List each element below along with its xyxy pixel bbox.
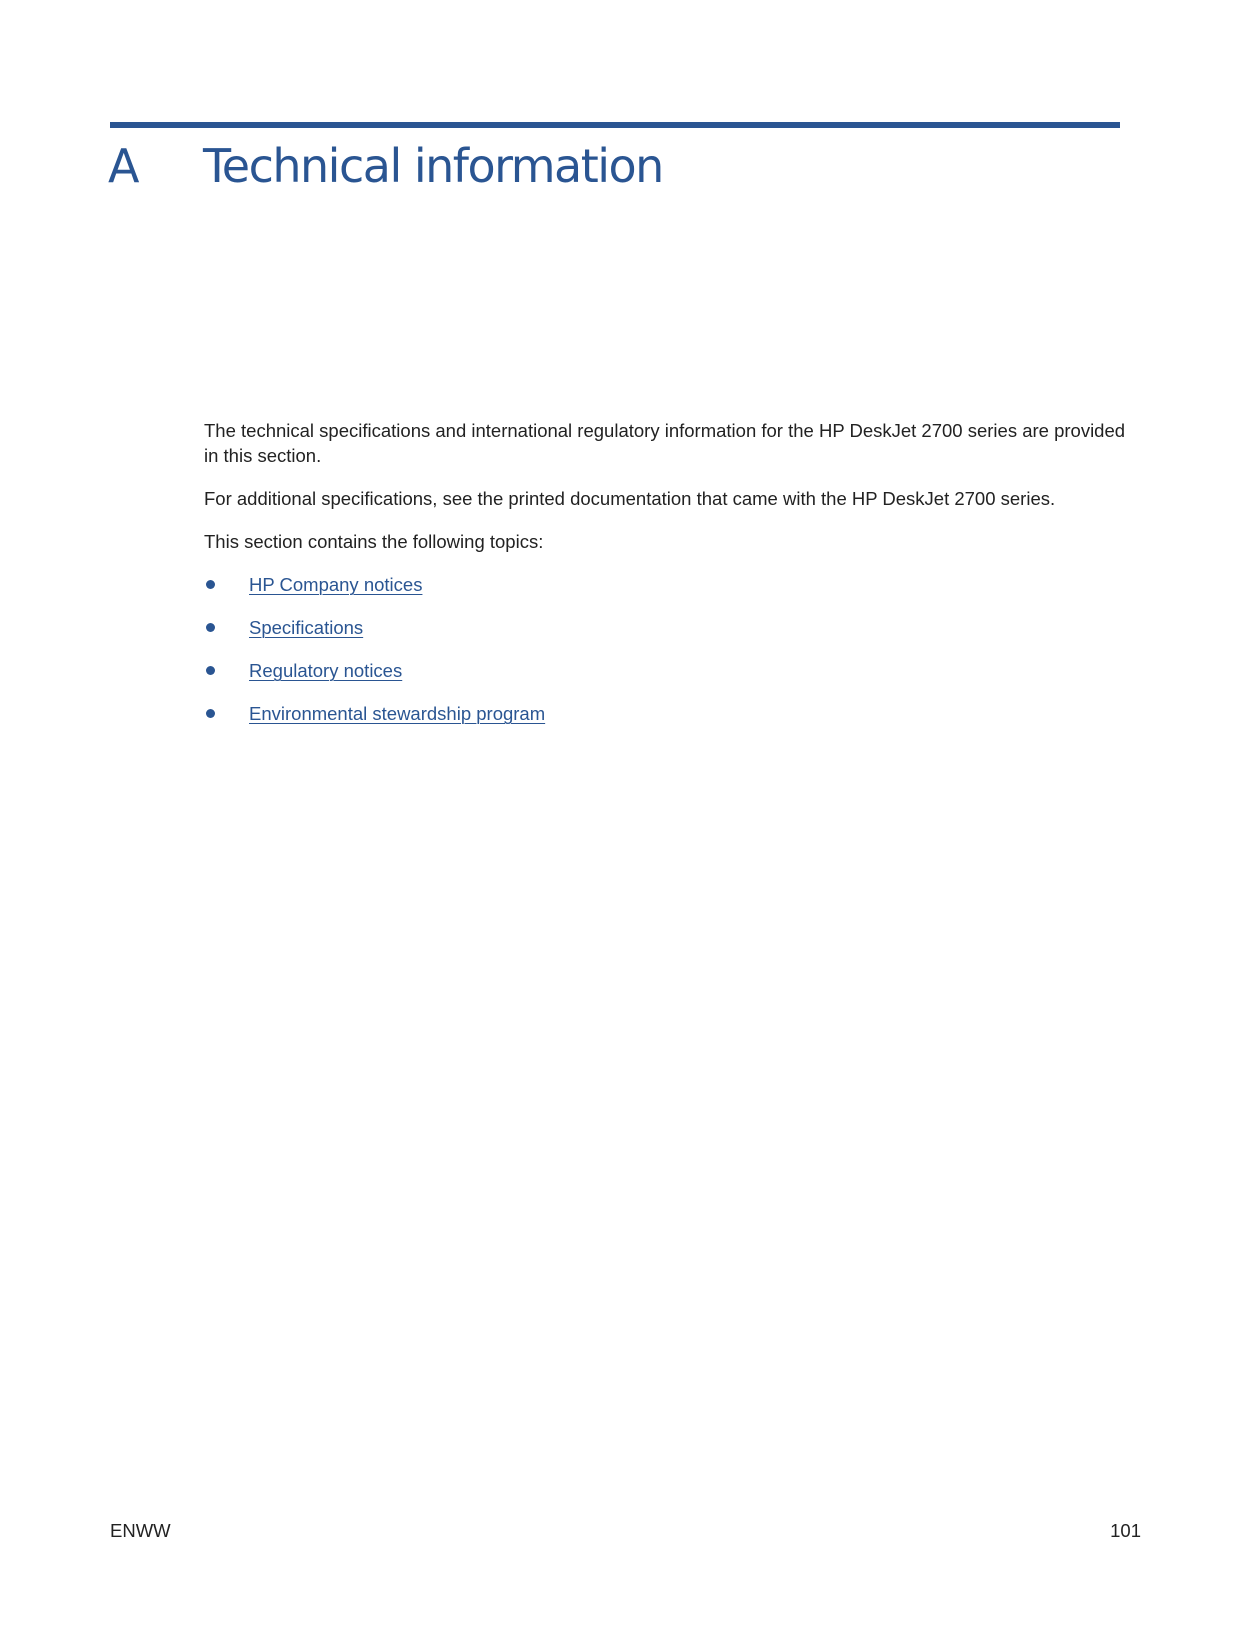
list-item (204, 701, 1134, 726)
link-hp-company-notices[interactable]: HP Company notices (249, 574, 423, 595)
link-specifications[interactable]: Specifications (249, 617, 364, 638)
bullet-icon (206, 580, 215, 589)
bullet-icon (206, 623, 215, 632)
list-item (204, 658, 1134, 683)
bullet-icon (206, 709, 215, 718)
intro-paragraph: The technical specifications and international regulatory information for the HP DeskJet 2700 series are provided in this section. (204, 420, 1126, 466)
list-item (204, 572, 1134, 597)
chapter-rule (110, 122, 1120, 128)
link-environmental-stewardship-program[interactable]: Environmental stewardship program (249, 703, 546, 724)
topic-list (204, 572, 1134, 726)
section-body (204, 418, 1134, 744)
footer-locale-code: ENWW (110, 1520, 171, 1541)
list-item (204, 615, 1134, 640)
additional-specs-paragraph: For additional specifications, see the printed documentation that came with the HP DeskJet 2700 series. (204, 488, 1056, 509)
bullet-icon (206, 666, 215, 675)
link-regulatory-notices[interactable]: Regulatory notices (249, 660, 403, 681)
page-number: 101 (1110, 1520, 1141, 1541)
chapter-title: Technical information (203, 139, 663, 193)
topics-intro-paragraph: This section contains the following topics: (204, 531, 544, 552)
chapter-letter: A (108, 139, 139, 193)
